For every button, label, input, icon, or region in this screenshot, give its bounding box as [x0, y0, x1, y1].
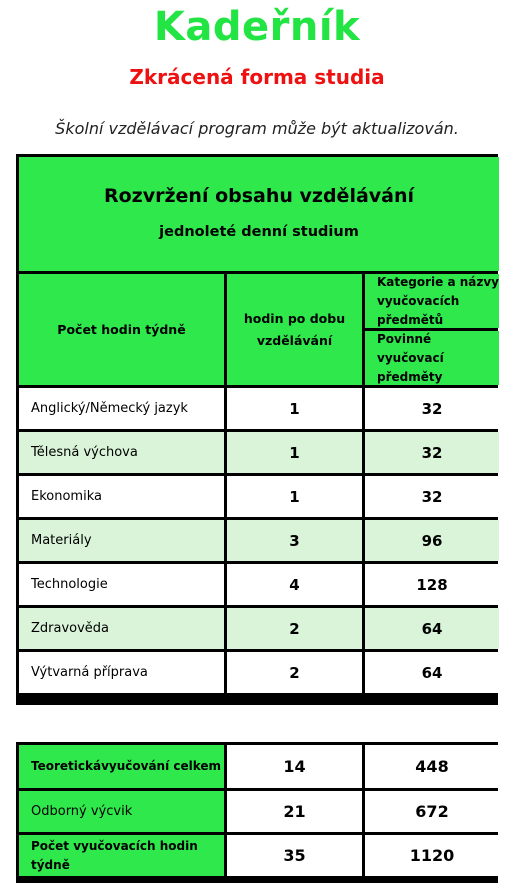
summary-total: 1120	[365, 835, 499, 876]
summary-label-practice: Odborný výcvik	[19, 791, 224, 832]
subject-name: Technologie	[19, 564, 224, 605]
subject-weekly: 2	[227, 652, 362, 693]
table-subheading: jednoleté denní studium	[159, 224, 359, 240]
subject-total: 64	[365, 652, 499, 693]
subject-weekly: 3	[227, 520, 362, 561]
subject-name: Anglický/Německý jazyk	[19, 388, 224, 429]
summary-weekly: 21	[227, 791, 362, 832]
summary-weekly: 35	[227, 835, 362, 876]
subject-name: Ekonomika	[19, 476, 224, 517]
summary-total: 448	[365, 745, 499, 788]
subject-name: Výtvarná příprava	[19, 652, 224, 693]
col-weekly-hours: Počet hodin týdně	[19, 274, 224, 385]
table-heading: Rozvržení obsahu vzdělávání	[103, 185, 415, 207]
subject-total: 96	[365, 520, 499, 561]
page-subtitle: Zkrácená forma studia	[129, 65, 385, 89]
summary-label-total: Počet vyučovacích hodin týdně	[19, 835, 224, 876]
subject-total: 32	[365, 432, 499, 473]
subject-weekly: 2	[227, 608, 362, 649]
subject-weekly: 1	[227, 432, 362, 473]
summary-table	[16, 742, 498, 883]
subject-total: 32	[365, 388, 499, 429]
subject-name: Zdravověda	[19, 608, 224, 649]
mandatory-subjects-label: Povinné vyučovací předměty	[365, 331, 499, 385]
subject-weekly: 1	[227, 388, 362, 429]
category-label: Kategorie a názvy vyučovacích předmětů	[365, 274, 499, 328]
summary-label-theory: Teoretickávyučování celkem	[19, 745, 224, 788]
page-title: Kadeřník	[153, 4, 361, 50]
subject-name: Tělesná výchova	[19, 432, 224, 473]
col-total-hours: hodin po dobu vzdělávání	[227, 274, 362, 385]
program-note: Školní vzdělávací program může být aktualizován.	[55, 119, 459, 138]
subject-total: 32	[365, 476, 499, 517]
subject-weekly: 1	[227, 476, 362, 517]
curriculum-table	[16, 154, 498, 705]
table-header	[19, 157, 499, 271]
subject-total: 64	[365, 608, 499, 649]
summary-total: 672	[365, 791, 499, 832]
summary-weekly: 14	[227, 745, 362, 788]
subject-weekly: 4	[227, 564, 362, 605]
subject-name: Materiály	[19, 520, 224, 561]
subject-total: 128	[365, 564, 499, 605]
